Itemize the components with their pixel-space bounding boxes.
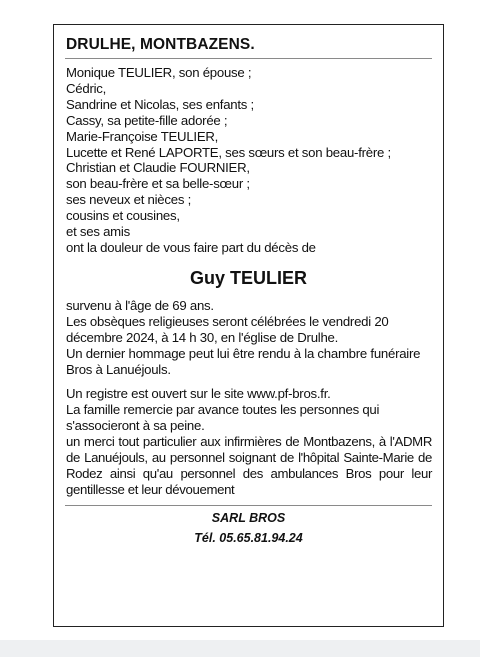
page-bottom-strip bbox=[0, 640, 480, 657]
funeral-company: SARL BROS bbox=[211, 510, 286, 525]
thanks-detail: La famille remercie par avance toutes les personnes qui s'associeront à sa peine. bbox=[66, 402, 380, 434]
family-line: Cassy, sa petite-fille adorée ; bbox=[66, 112, 228, 128]
funeral-detail: Les obsèques religieuses seront célébrées le vendredi 20 décembre 2024, à 14 h 30, en l'église de Drulhe. bbox=[66, 313, 389, 345]
footer-divider bbox=[65, 505, 432, 506]
family-line: son beau-frère et sa belle-sœur ; bbox=[66, 176, 250, 192]
family-line: et ses amis bbox=[66, 224, 130, 240]
header-divider bbox=[65, 58, 432, 59]
registry-detail: Un registre est ouvert sur le site www.pf-bros.fr. bbox=[66, 386, 331, 402]
deceased-name: Guy TEULIER bbox=[189, 267, 307, 288]
family-line: ses neveux et nièces ; bbox=[66, 192, 191, 208]
funeral-company-phone: Tél. 05.65.81.94.24 bbox=[194, 530, 303, 545]
family-line: Cédric, bbox=[66, 80, 107, 96]
tribute-detail: Un dernier hommage peut lui être rendu à la chambre funéraire Bros à Lanuéjouls. bbox=[66, 345, 421, 377]
family-line: Lucette et René LAPORTE, ses sœurs et son beau-frère ; bbox=[66, 144, 391, 160]
family-line: Christian et Claudie FOURNIER, bbox=[66, 160, 250, 176]
family-line: Monique TEULIER, son épouse ; bbox=[66, 65, 252, 80]
family-line: ont la douleur de vous faire part du décès de bbox=[66, 239, 316, 255]
family-line: Marie-Françoise TEULIER, bbox=[66, 128, 219, 144]
age-detail: survenu à l'âge de 69 ans. bbox=[66, 297, 214, 313]
special-thanks-detail: un merci tout particulier aux infirmières de Montbazens, à l'ADMR de Lanuéjouls, au personnel soignant de l'hôpital Sainte-Marie de Rodez ainsi qu'au personnel des ambulances Bros pour leur gentillesse et leur dévouement bbox=[66, 434, 432, 497]
obituary-notice bbox=[53, 24, 444, 627]
family-list bbox=[65, 65, 432, 256]
family-line: cousins et cousines, bbox=[66, 208, 180, 224]
notice-location: DRULHE, MONTBAZENS. bbox=[66, 36, 255, 53]
family-line: Sandrine et Nicolas, ses enfants ; bbox=[66, 96, 254, 112]
